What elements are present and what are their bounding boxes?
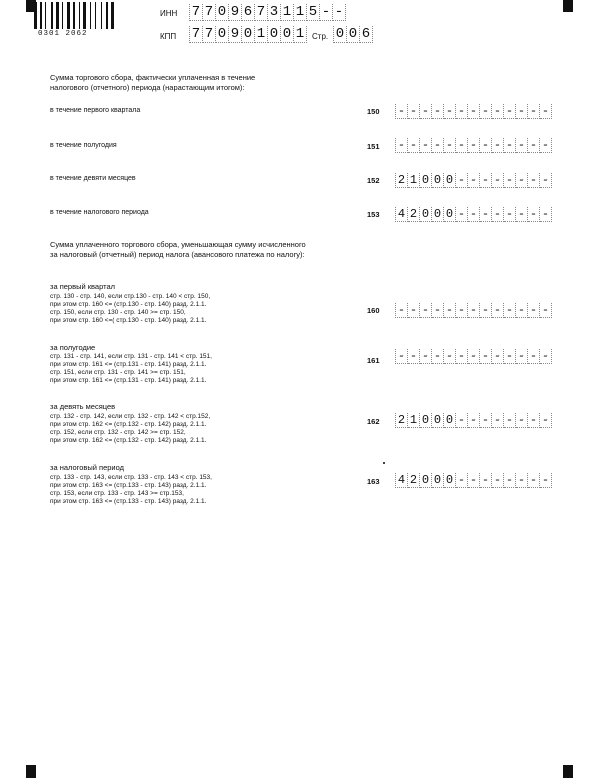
block-163-title: за налоговый период xyxy=(50,463,125,472)
row-151-value-field[interactable] xyxy=(395,138,552,153)
char-cell: - xyxy=(468,473,480,488)
char-cell: - xyxy=(528,207,540,222)
row-153-code: 153 xyxy=(367,210,380,219)
char-cell: - xyxy=(456,104,468,119)
char-cell: 0 xyxy=(216,26,229,43)
barcode-bar xyxy=(62,2,63,29)
char-cell: - xyxy=(456,138,468,153)
barcode-bar xyxy=(109,2,110,29)
char-cell: - xyxy=(480,207,492,222)
block-161-formula xyxy=(50,353,310,385)
block-163-formula-line4: при этом стр. 163 <= (стр.133 - стр. 143) разд. 2.1.1. xyxy=(50,498,207,505)
char-cell: - xyxy=(420,349,432,364)
char-cell: - xyxy=(504,473,516,488)
page-number-field[interactable] xyxy=(333,26,373,43)
corner-marker-bottom-right xyxy=(563,765,573,778)
char-cell: - xyxy=(480,104,492,119)
char-cell: 1 xyxy=(408,413,420,428)
block-160-formula-line2: при этом стр. 160 <= (стр.130 - стр. 140) разд. 2.1.1. xyxy=(50,301,207,308)
char-cell: 0 xyxy=(420,207,432,222)
char-cell: - xyxy=(408,104,420,119)
char-cell: - xyxy=(456,413,468,428)
row-152-code: 152 xyxy=(367,176,380,185)
char-cell: - xyxy=(528,104,540,119)
barcode-bar xyxy=(54,2,55,29)
row-153-label: в течение налогового периода xyxy=(50,209,149,216)
char-cell: - xyxy=(395,303,408,318)
char-cell: 0 xyxy=(444,413,456,428)
char-cell: 9 xyxy=(229,4,242,21)
stray-mark xyxy=(383,462,385,464)
char-cell: 7 xyxy=(203,26,216,43)
char-cell: - xyxy=(480,349,492,364)
char-cell: - xyxy=(516,413,528,428)
char-cell: - xyxy=(492,207,504,222)
char-cell: - xyxy=(420,104,432,119)
row-151-label: в течение полугодия xyxy=(50,142,117,149)
row-150-label: в течение первого квартала xyxy=(50,107,141,114)
row-153-value-field[interactable] xyxy=(395,207,552,222)
char-cell: 7 xyxy=(189,4,203,21)
char-cell: - xyxy=(492,104,504,119)
barcode-bar xyxy=(34,2,37,29)
char-cell: - xyxy=(456,173,468,188)
char-cell: - xyxy=(468,207,480,222)
barcode-bar xyxy=(76,2,78,29)
block-163-formula-line2: при этом стр. 163 <= (стр.133 - стр. 143) разд. 2.1.1. xyxy=(50,482,207,489)
char-cell: - xyxy=(528,473,540,488)
char-cell: 0 xyxy=(432,473,444,488)
char-cell: - xyxy=(456,207,468,222)
char-cell: 7 xyxy=(203,4,216,21)
char-cell: - xyxy=(516,473,528,488)
block-162-formula xyxy=(50,413,310,445)
char-cell: - xyxy=(492,173,504,188)
char-cell: - xyxy=(504,173,516,188)
char-cell: - xyxy=(333,4,346,21)
char-cell: - xyxy=(492,349,504,364)
char-cell: - xyxy=(516,173,528,188)
char-cell: - xyxy=(516,349,528,364)
barcode-bar xyxy=(79,2,80,29)
char-cell: 0 xyxy=(216,4,229,21)
char-cell: 2 xyxy=(395,173,408,188)
block-163-code: 163 xyxy=(367,477,380,486)
char-cell: - xyxy=(540,207,552,222)
section2-heading-line2: за налоговый (отчетный) период налога (авансового платежа по налогу): xyxy=(50,250,305,259)
char-cell: 0 xyxy=(432,207,444,222)
char-cell: - xyxy=(468,173,480,188)
char-cell: 4 xyxy=(395,473,408,488)
row-150-value-field[interactable] xyxy=(395,104,552,119)
char-cell: 5 xyxy=(307,4,320,21)
section2-heading xyxy=(50,240,360,260)
char-cell: - xyxy=(540,413,552,428)
char-cell: 6 xyxy=(360,26,373,43)
row-151-code: 151 xyxy=(367,142,380,151)
char-cell: 2 xyxy=(395,413,408,428)
block-162-formula-line4: при этом стр. 162 <= (стр.132 - стр. 142) разд. 2.1.1. xyxy=(50,437,207,444)
barcode-number: 0301 2062 xyxy=(38,30,88,38)
block-162-formula-line3: стр. 152, если стр. 132 - стр. 142 >= стр. 152, xyxy=(50,429,186,436)
char-cell: - xyxy=(516,303,528,318)
char-cell: - xyxy=(468,349,480,364)
barcode-bar xyxy=(95,2,96,29)
char-cell: 7 xyxy=(255,4,268,21)
char-cell: - xyxy=(468,303,480,318)
char-cell: - xyxy=(420,303,432,318)
block-160-code: 160 xyxy=(367,306,380,315)
barcode-bar xyxy=(64,2,66,29)
section2-heading-line1: Сумма уплаченного торгового сбора, уменьшающая сумму исчисленного xyxy=(50,240,306,249)
char-cell: 1 xyxy=(294,26,307,43)
block-160-title: за первый квартал xyxy=(50,282,116,291)
barcode-bar xyxy=(115,2,116,29)
char-cell: 7 xyxy=(189,26,203,43)
char-cell: - xyxy=(395,104,408,119)
char-cell: - xyxy=(456,303,468,318)
barcode-bar xyxy=(92,2,94,29)
char-cell: 9 xyxy=(229,26,242,43)
char-cell: - xyxy=(432,104,444,119)
char-cell: - xyxy=(504,349,516,364)
char-cell: - xyxy=(408,138,420,153)
char-cell: 0 xyxy=(420,473,432,488)
row-150-code: 150 xyxy=(367,107,380,116)
block-163-formula xyxy=(50,474,310,506)
section1-heading xyxy=(50,73,360,93)
block-163-formula-line1: стр. 133 - стр. 143, если стр. 133 - стр. 143 < стр. 153, xyxy=(50,474,212,481)
char-cell: 2 xyxy=(408,207,420,222)
char-cell: - xyxy=(492,138,504,153)
char-cell: - xyxy=(540,104,552,119)
char-cell: 0 xyxy=(242,26,255,43)
block-161-code: 161 xyxy=(367,356,380,365)
char-cell: - xyxy=(528,138,540,153)
char-cell: - xyxy=(480,413,492,428)
row-152-value-field[interactable] xyxy=(395,173,552,188)
barcode-bar xyxy=(56,2,59,29)
barcode-bar xyxy=(47,2,50,29)
char-cell: 6 xyxy=(242,4,255,21)
char-cell: - xyxy=(492,473,504,488)
barcode-bar xyxy=(106,2,108,29)
block-160-formula-line1: стр. 130 - стр. 140, если стр.130 - стр. 140 < стр. 150, xyxy=(50,293,211,300)
barcode-bar xyxy=(111,2,114,29)
barcode-bar xyxy=(40,2,42,29)
barcode-bar xyxy=(51,2,53,29)
block-161-value-field[interactable] xyxy=(395,349,552,364)
section1-heading-line2: налогового (отчетного) периода (нарастающим итогом): xyxy=(50,83,245,92)
barcode-bar xyxy=(71,2,72,29)
barcode-bar xyxy=(43,2,44,29)
char-cell: - xyxy=(480,473,492,488)
block-162-title: за девять месяцев xyxy=(50,402,116,411)
char-cell: 1 xyxy=(281,4,294,21)
corner-marker-top-right xyxy=(563,0,573,12)
char-cell: - xyxy=(540,173,552,188)
barcode-bar xyxy=(60,2,61,29)
char-cell: - xyxy=(480,173,492,188)
barcode-bar xyxy=(103,2,105,29)
inn-label: ИНН xyxy=(160,9,178,18)
char-cell: - xyxy=(540,138,552,153)
char-cell: - xyxy=(456,473,468,488)
char-cell: 3 xyxy=(268,4,281,21)
char-cell: - xyxy=(528,303,540,318)
char-cell: - xyxy=(456,349,468,364)
block-163-formula-line3: стр. 153, если стр. 133 - стр. 143 >= стр.153, xyxy=(50,490,184,497)
inn-field[interactable] xyxy=(189,4,346,21)
block-162-code: 162 xyxy=(367,417,380,426)
char-cell: - xyxy=(444,303,456,318)
char-cell: 4 xyxy=(395,207,408,222)
char-cell: 0 xyxy=(420,173,432,188)
barcode-bar xyxy=(81,2,82,29)
kpp-field[interactable] xyxy=(189,26,307,43)
char-cell: - xyxy=(320,4,333,21)
block-161-formula-line3: стр. 151, если стр. 131 - стр. 141 >= стр. 151, xyxy=(50,369,186,376)
barcode-bar xyxy=(38,2,39,29)
block-163-value-field[interactable] xyxy=(395,473,552,488)
block-160-formula-line3: стр. 150, если стр. 130 - стр. 140 >= стр. 150, xyxy=(50,309,186,316)
char-cell: - xyxy=(480,303,492,318)
char-cell: 0 xyxy=(281,26,294,43)
char-cell: - xyxy=(395,349,408,364)
char-cell: 0 xyxy=(333,26,347,43)
barcode xyxy=(34,2,118,29)
char-cell: 0 xyxy=(420,413,432,428)
char-cell: 0 xyxy=(444,173,456,188)
char-cell: - xyxy=(504,207,516,222)
char-cell: - xyxy=(444,138,456,153)
char-cell: - xyxy=(504,138,516,153)
char-cell: 0 xyxy=(432,173,444,188)
char-cell: - xyxy=(528,413,540,428)
section1-heading-line1: Сумма торгового сбора, фактически уплаченная в течение xyxy=(50,73,256,82)
barcode-bar xyxy=(90,2,91,29)
char-cell: - xyxy=(540,349,552,364)
char-cell: - xyxy=(420,138,432,153)
char-cell: - xyxy=(492,413,504,428)
char-cell: - xyxy=(504,303,516,318)
char-cell: - xyxy=(516,104,528,119)
block-161-formula-line1: стр. 131 - стр. 141, если стр. 131 - стр. 141 < стр. 151, xyxy=(50,353,212,360)
char-cell: - xyxy=(516,138,528,153)
block-160-formula xyxy=(50,293,310,325)
char-cell: 0 xyxy=(432,413,444,428)
char-cell: - xyxy=(504,413,516,428)
char-cell: - xyxy=(468,104,480,119)
barcode-bar xyxy=(101,2,102,29)
barcode-bar xyxy=(83,2,86,29)
char-cell: - xyxy=(528,173,540,188)
barcode-bar xyxy=(45,2,46,29)
char-cell: - xyxy=(480,138,492,153)
char-cell: - xyxy=(504,104,516,119)
char-cell: - xyxy=(468,413,480,428)
char-cell: 0 xyxy=(444,207,456,222)
char-cell: - xyxy=(540,473,552,488)
char-cell: 0 xyxy=(444,473,456,488)
char-cell: - xyxy=(432,138,444,153)
row-152-label: в течение девяти месяцев xyxy=(50,175,136,182)
block-161-formula-line2: при этом стр. 161 <= (стр.131 - стр. 141) разд. 2.1.1. xyxy=(50,361,207,368)
char-cell: - xyxy=(395,138,408,153)
char-cell: - xyxy=(528,349,540,364)
char-cell: - xyxy=(432,303,444,318)
char-cell: - xyxy=(408,349,420,364)
char-cell: - xyxy=(492,303,504,318)
barcode-bar xyxy=(73,2,75,29)
char-cell: 0 xyxy=(347,26,360,43)
corner-marker-bottom-left xyxy=(26,765,36,778)
char-cell: - xyxy=(468,138,480,153)
char-cell: - xyxy=(408,303,420,318)
char-cell: - xyxy=(444,104,456,119)
char-cell: - xyxy=(516,207,528,222)
char-cell: 1 xyxy=(294,4,307,21)
barcode-bar xyxy=(67,2,70,29)
char-cell: 0 xyxy=(268,26,281,43)
char-cell: 1 xyxy=(408,173,420,188)
block-162-formula-line1: стр. 132 - стр. 142, если стр. 132 - стр. 142 < стр.152, xyxy=(50,413,211,420)
block-161-title: за полугодие xyxy=(50,343,96,352)
barcode-bar xyxy=(87,2,89,29)
block-162-value-field[interactable] xyxy=(395,413,552,428)
char-cell: - xyxy=(540,303,552,318)
block-161-formula-line4: при этом стр. 161 <= (стр.131 - стр. 141) разд. 2.1.1. xyxy=(50,377,207,384)
block-162-formula-line2: при этом стр. 162 <= (стр.132 - стр. 142) разд. 2.1.1. xyxy=(50,421,207,428)
page-label: Стр. xyxy=(312,32,329,41)
block-160-value-field[interactable] xyxy=(395,303,552,318)
char-cell: 2 xyxy=(408,473,420,488)
kpp-label: КПП xyxy=(160,32,177,41)
barcode-bar xyxy=(97,2,100,29)
char-cell: 1 xyxy=(255,26,268,43)
char-cell: - xyxy=(444,349,456,364)
char-cell: - xyxy=(432,349,444,364)
block-160-formula-line4: при этом стр. 160 <=( стр.130 - стр. 140) разд. 2.1.1. xyxy=(50,317,207,324)
